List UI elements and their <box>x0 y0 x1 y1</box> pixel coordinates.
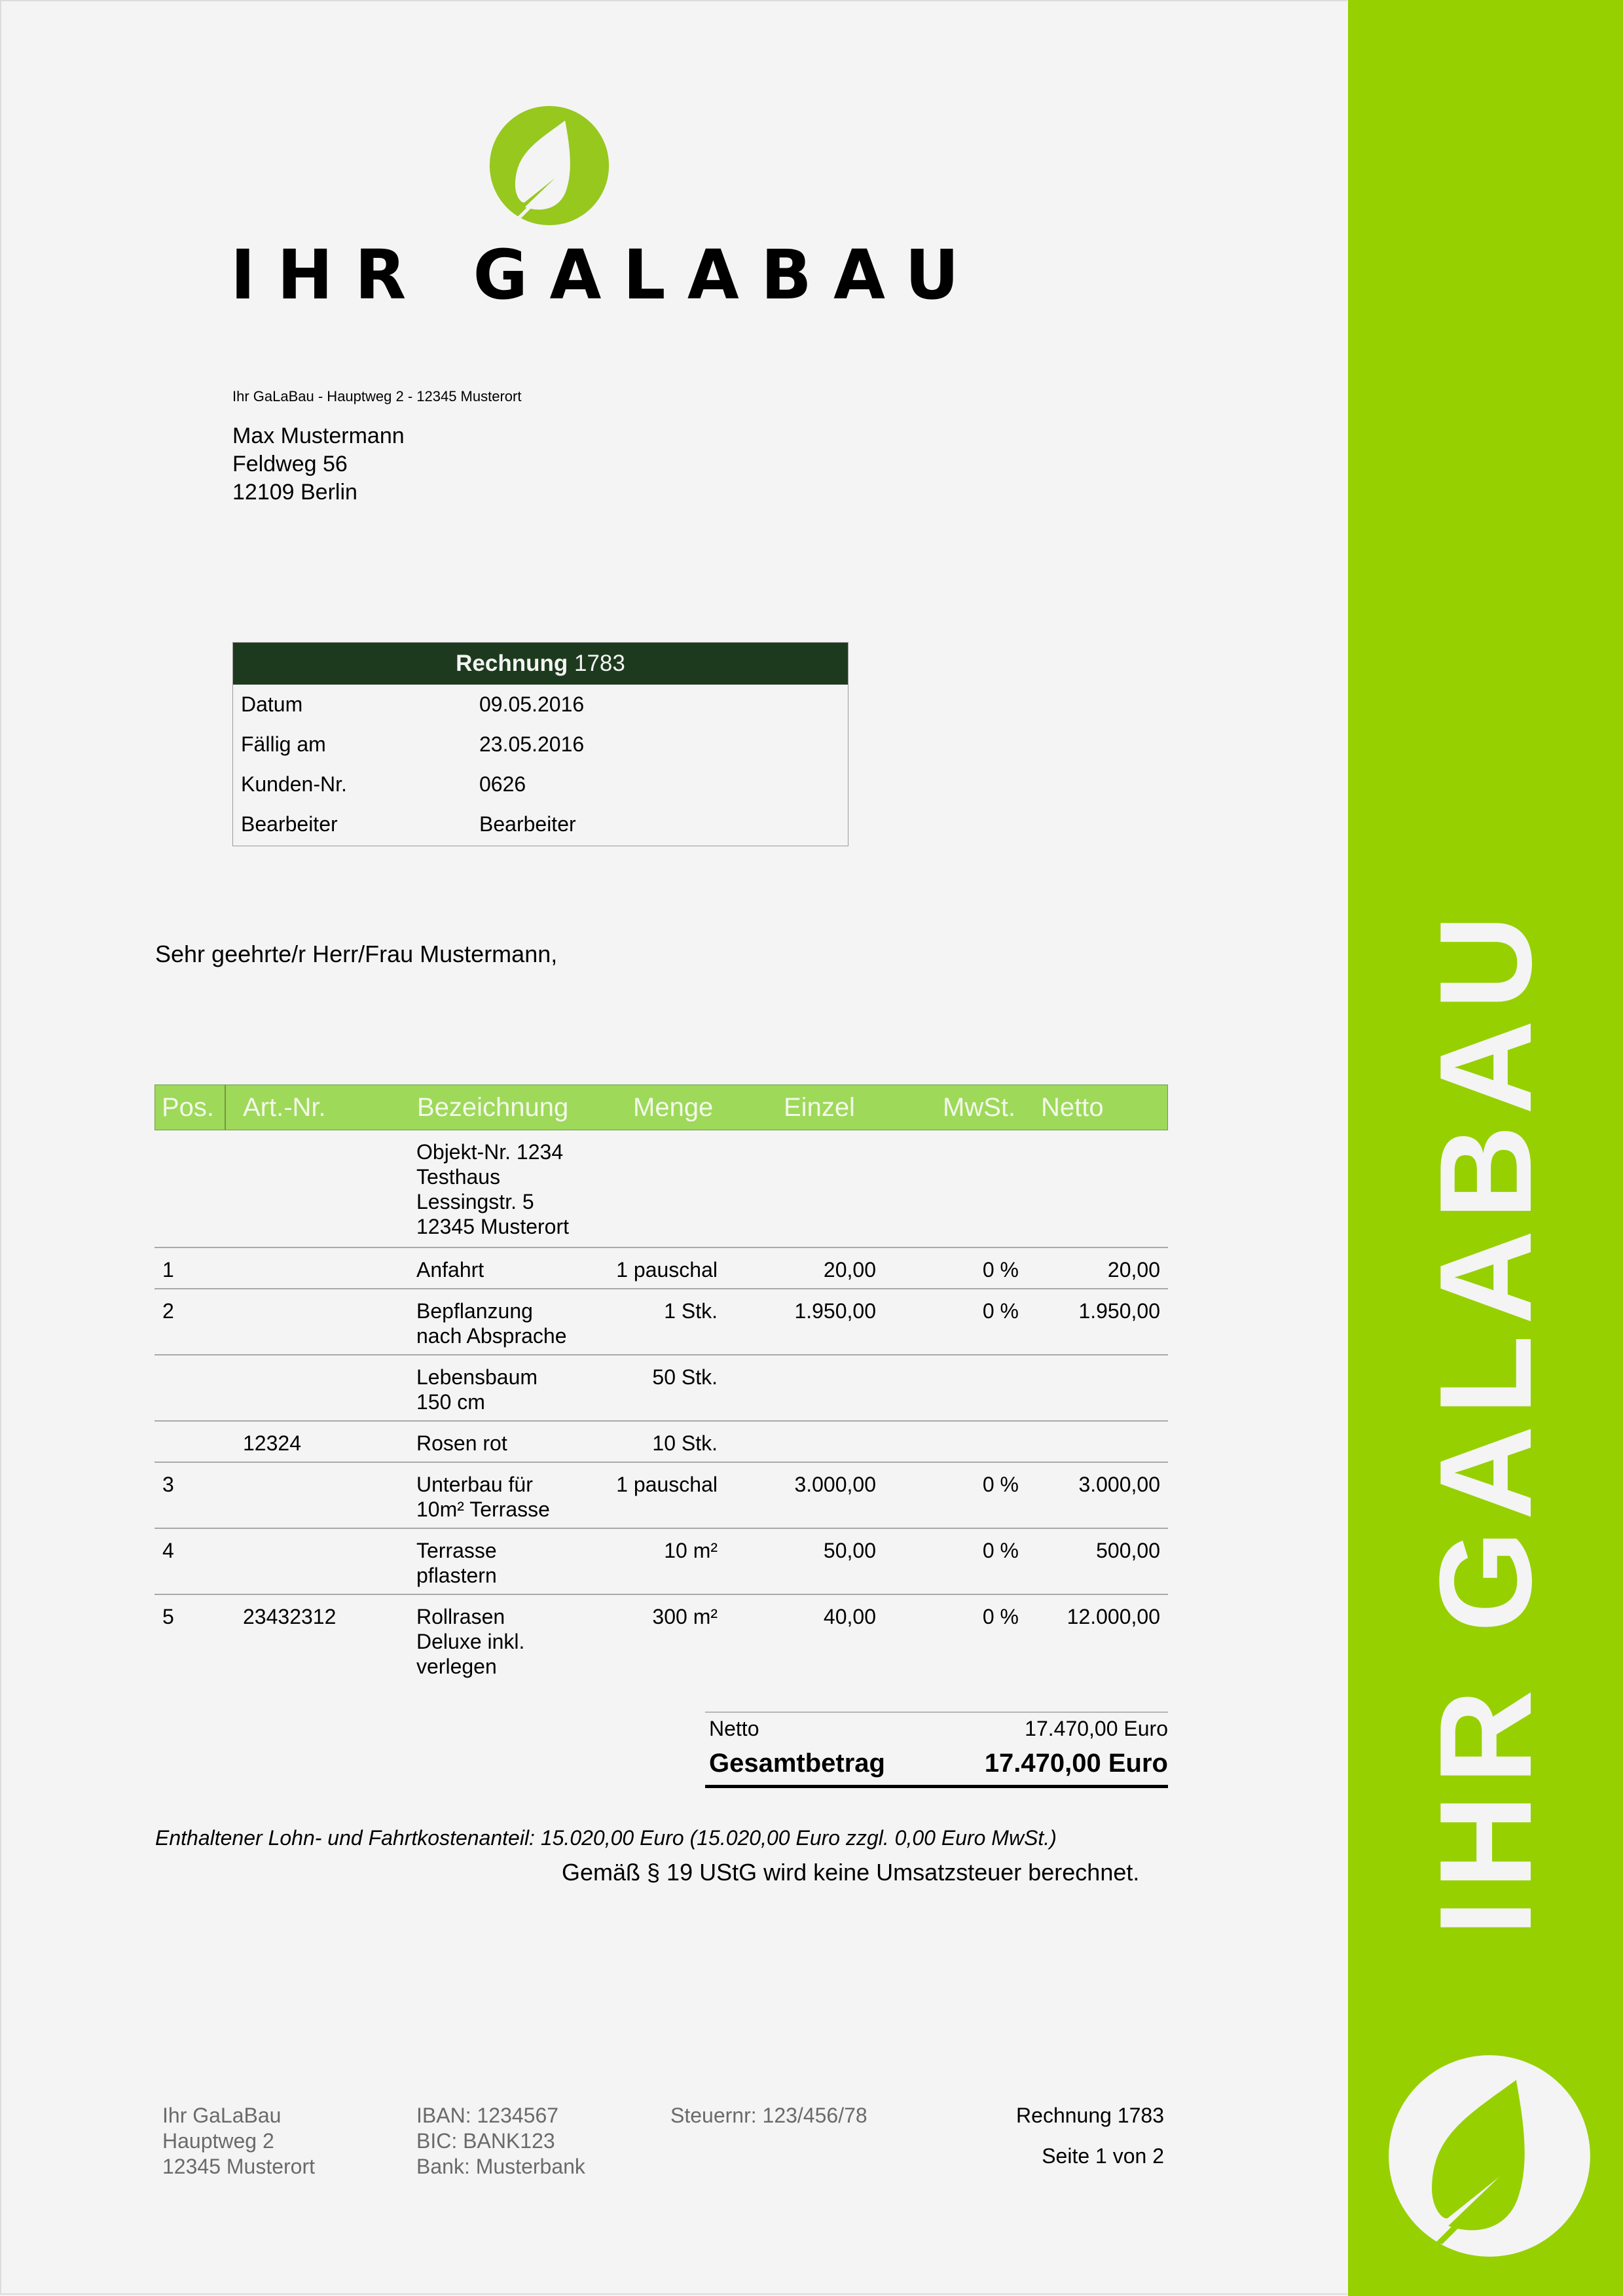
footer-line: BIC: BANK123 <box>416 2129 555 2153</box>
cell-quantity: 1 Stk. <box>664 1299 718 1323</box>
description-line: Rosen rot <box>416 1431 507 1455</box>
cell-article-number: 23432312 <box>243 1605 337 1628</box>
description-line: Terrasse <box>416 1539 497 1562</box>
invoice-title-label: Rechnung <box>456 651 568 676</box>
cell-net: 3.000,00 <box>1078 1473 1160 1496</box>
cell-vat: 0 % <box>982 1258 1019 1282</box>
header-netto: Netto <box>1041 1093 1104 1122</box>
footer-line: Bank: Musterbank <box>416 2155 585 2178</box>
table-row <box>155 1529 1168 1595</box>
recipient-name: Max Mustermann <box>232 423 405 448</box>
cell-description <box>416 1257 484 1282</box>
description-line: Testhaus <box>416 1165 501 1189</box>
cell-net: 1.950,00 <box>1078 1299 1160 1323</box>
invoice-number: 1783 <box>574 651 625 676</box>
table-row <box>155 1289 1168 1355</box>
sidebar-vertical-wordmark <box>1412 905 1559 1936</box>
footer-page-number: Seite 1 von 2 <box>1042 2144 1164 2168</box>
cell-description <box>416 1538 497 1588</box>
cell-unit-price: 3.000,00 <box>794 1473 876 1496</box>
cell-description <box>416 1299 567 1348</box>
cell-quantity: 1 pauschal <box>616 1258 718 1282</box>
cell-description <box>416 1431 507 1456</box>
header-art: Art.-Nr. <box>243 1093 326 1122</box>
info-label: Bearbeiter <box>241 812 338 836</box>
sidebar-wordmark-text: IHR GALABAU <box>1412 905 1559 1936</box>
header-mwst: MwSt. <box>943 1093 1016 1122</box>
invoice-title <box>233 643 848 685</box>
cell-vat: 0 % <box>982 1539 1019 1562</box>
cell-quantity: 1 pauschal <box>616 1473 718 1496</box>
labor-costs-note: Enthaltener Lohn- und Fahrtkostenanteil: 15.020,00 Euro (15.020,00 Euro zzgl. 0,00 Euro MwSt.) <box>155 1826 1057 1850</box>
table-row <box>155 1463 1168 1529</box>
cell-quantity: 300 m² <box>652 1605 718 1628</box>
cell-unit-price: 1.950,00 <box>794 1299 876 1323</box>
info-row-editor <box>233 804 848 844</box>
items-table <box>155 1085 1168 1687</box>
cell-quantity: 10 m² <box>664 1539 718 1562</box>
footer-tax <box>670 2103 867 2128</box>
description-line: verlegen <box>416 1655 497 1678</box>
header-pos: Pos. <box>162 1093 215 1122</box>
header-menge: Menge <box>633 1093 714 1122</box>
description-line: 10m² Terrasse <box>416 1498 550 1521</box>
footer-bank <box>416 2103 585 2179</box>
description-line: Lebensbaum <box>416 1365 538 1389</box>
info-value: Bearbeiter <box>479 812 576 836</box>
description-line: Lessingstr. 5 <box>416 1190 534 1213</box>
header-divider <box>225 1085 226 1130</box>
cell-pos: 3 <box>162 1473 174 1496</box>
recipient-city: 12109 Berlin <box>232 480 357 505</box>
description-line: nach Absprache <box>416 1324 567 1348</box>
info-row-date <box>233 685 848 725</box>
info-row-customer-number <box>233 764 848 804</box>
cell-pos: 1 <box>162 1258 174 1282</box>
cell-pos: 4 <box>162 1539 174 1562</box>
description-line: pflastern <box>416 1564 497 1587</box>
footer-line: 12345 Musterort <box>162 2155 316 2178</box>
recipient-street: Feldweg 56 <box>232 452 348 476</box>
cell-pos: 2 <box>162 1299 174 1323</box>
grand-total-label: Gesamtbetrag <box>709 1749 885 1778</box>
tax-exemption-note: Gemäß § 19 UStG wird keine Umsatzsteuer berechnet. <box>562 1859 1140 1886</box>
cell-net: 500,00 <box>1096 1539 1160 1562</box>
cell-description <box>416 1139 569 1239</box>
description-line: Bepflanzung <box>416 1299 533 1323</box>
cell-vat: 0 % <box>982 1299 1019 1323</box>
table-row <box>155 1355 1168 1422</box>
cell-vat: 0 % <box>982 1473 1019 1496</box>
description-line: Unterbau für <box>416 1473 533 1496</box>
brand-wordmark: IHR GALABAU <box>230 235 981 315</box>
footer-line: Ihr GaLaBau <box>162 2104 282 2127</box>
leaf-circle-icon <box>488 105 611 226</box>
table-row <box>155 1248 1168 1289</box>
cell-vat: 0 % <box>982 1605 1019 1628</box>
cell-unit-price: 50,00 <box>823 1539 876 1562</box>
cell-pos: 5 <box>162 1605 174 1628</box>
header-bez: Bezeichnung <box>417 1093 569 1122</box>
cell-quantity: 10 Stk. <box>652 1431 718 1455</box>
description-line: Rollrasen <box>416 1605 505 1628</box>
leaf-circle-icon <box>1387 2053 1592 2259</box>
cell-net: 12.000,00 <box>1067 1605 1160 1628</box>
header-einzel: Einzel <box>784 1093 855 1122</box>
footer-document-info <box>1016 2103 1164 2169</box>
recipient-address <box>232 422 405 507</box>
net-total-row <box>705 1713 1168 1744</box>
info-label: Datum <box>241 692 303 716</box>
info-row-due-date <box>233 725 848 764</box>
info-label: Fällig am <box>241 732 326 756</box>
net-total-value: 17.470,00 Euro <box>1025 1717 1168 1740</box>
net-total-label: Netto <box>709 1717 759 1740</box>
description-line: Anfahrt <box>416 1258 484 1282</box>
footer-line: Hauptweg 2 <box>162 2129 274 2153</box>
description-line: Objekt-Nr. 1234 <box>416 1140 564 1164</box>
cell-description <box>416 1365 538 1414</box>
cell-unit-price: 40,00 <box>823 1605 876 1628</box>
footer-invoice-ref: Rechnung 1783 <box>1016 2104 1164 2127</box>
cell-net: 20,00 <box>1107 1258 1160 1282</box>
footer-line: Steuernr: 123/456/78 <box>670 2104 867 2127</box>
description-line: 12345 Musterort <box>416 1215 570 1238</box>
cell-quantity: 50 Stk. <box>652 1365 718 1389</box>
info-label: Kunden-Nr. <box>241 772 347 796</box>
info-value: 23.05.2016 <box>479 732 585 756</box>
cell-unit-price: 20,00 <box>823 1258 876 1282</box>
cell-article-number: 12324 <box>243 1431 301 1455</box>
cell-description <box>416 1472 550 1522</box>
info-value: 09.05.2016 <box>479 692 585 716</box>
footer-company <box>162 2103 315 2179</box>
table-row <box>155 1422 1168 1463</box>
footer-line: IBAN: 1234567 <box>416 2104 559 2127</box>
grand-total-row <box>705 1744 1168 1788</box>
description-line: 150 cm <box>416 1390 485 1414</box>
invoice-info-box <box>232 642 848 846</box>
salutation: Sehr geehrte/r Herr/Frau Mustermann, <box>155 941 558 967</box>
table-row <box>155 1130 1168 1248</box>
info-value: 0626 <box>479 772 526 796</box>
cell-description <box>416 1604 524 1679</box>
totals-block <box>705 1712 1168 1788</box>
description-line: Deluxe inkl. <box>416 1630 525 1653</box>
table-row <box>155 1595 1168 1687</box>
items-table-header <box>155 1085 1168 1130</box>
grand-total-value: 17.470,00 Euro <box>984 1749 1168 1778</box>
sender-return-address: Ihr GaLaBau - Hauptweg 2 - 12345 Musterort <box>232 388 522 404</box>
